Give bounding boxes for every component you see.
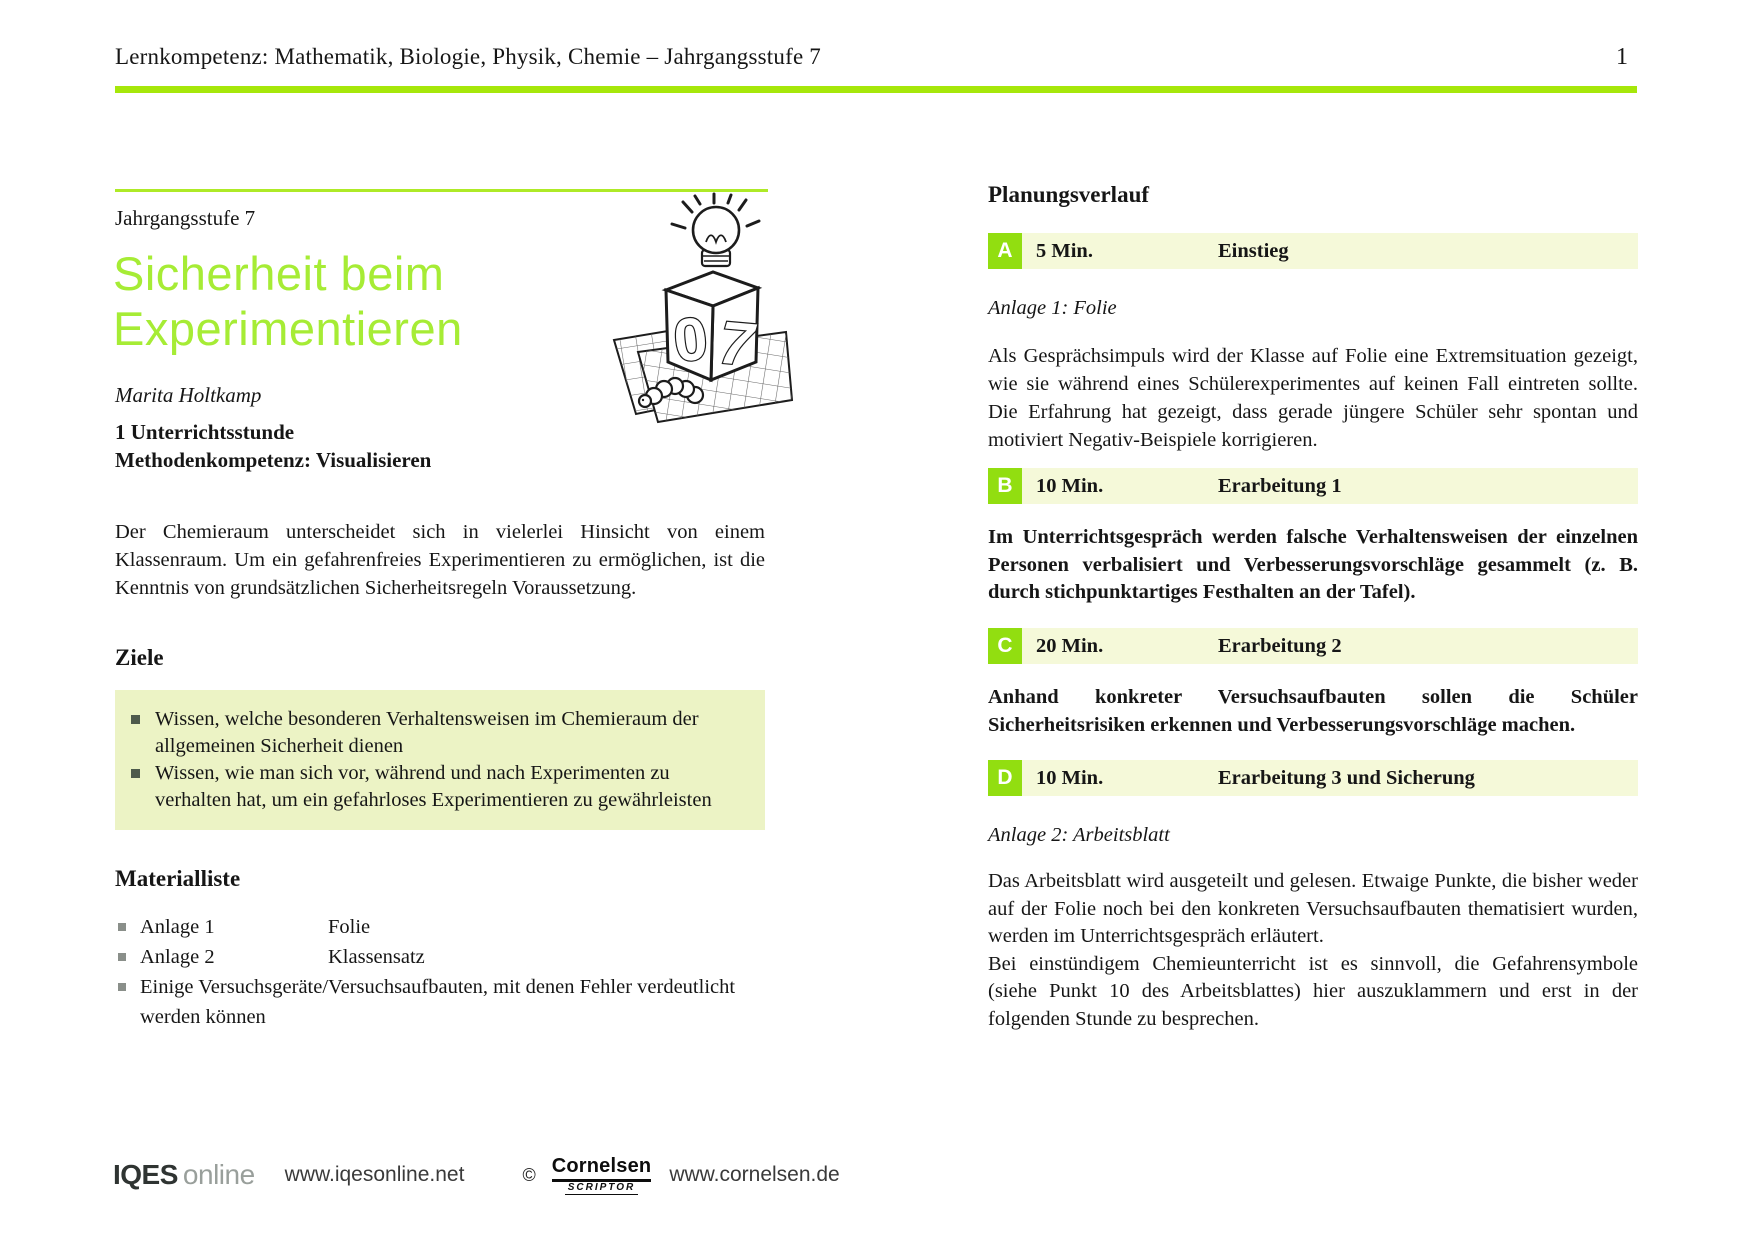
square-bullet-icon (118, 923, 126, 931)
lead-paragraph: Der Chemieraum unterscheidet sich in vielerlei Hinsicht von einem Klassenraum. Um ein gefahrenfreies Experimentieren zu ermöglichen, ist die Kenntnis von grundsätzlichen Sicherheitsregeln Voraussetzung. (115, 521, 765, 599)
plan-paragraph-bold: Anhand konkreter Versuchsaufbauten sollen die Schüler Sicherheitsrisiken erkennen und Verbesserungsvorschläge machen. (988, 686, 1638, 736)
goals-heading: Ziele (115, 645, 164, 670)
cube-digit: 0 (670, 304, 711, 375)
step-letter-badge: D (988, 760, 1022, 796)
material-label: Anlage 2 (140, 946, 215, 968)
material-item (115, 942, 765, 972)
iqes-url: www.iqesonline.net (284, 1163, 465, 1186)
square-bullet-icon (131, 769, 140, 778)
plan-paragraph: Bei einstündigem Chemieunterricht ist es sinnvoll, die Gefahrensymbole (siehe Punkt 10 des Arbeitsblattes) hier auszuklammern und erst in der folgenden Stunde zu besprechen. (988, 952, 1638, 1030)
step-title: Erarbeitung 1 (1218, 474, 1342, 497)
method-competence: Methodenkompetenz: Visualisieren (115, 448, 432, 472)
material-label: Anlage 1 (140, 916, 215, 938)
step-duration: 10 Min. (1036, 766, 1104, 789)
material-item (115, 972, 765, 1032)
plan-paragraph: Als Gesprächsimpuls wird der Klasse auf Folie eine Extremsituation gezeigt, wie sie während eines Schülerexperimentes auf keinen Fall eintreten sollte. Die Erfahrung hat gezeigt, dass gerade jüngere Schüler sehr spontan und motiviert Negativ-Beispiele korrigieren. (988, 345, 1638, 451)
cornelsen-logo (552, 1155, 652, 1195)
copyright-symbol: © (522, 1164, 536, 1185)
header-rule (115, 86, 1637, 93)
cornelsen-logo-text: Cornelsen (552, 1155, 652, 1182)
page-header-title: Lernkompetenz: Mathematik, Biologie, Physik, Chemie – Jahrgangsstufe 7 (115, 44, 822, 69)
goal-text: Wissen, wie man sich vor, während und nach Experimenten zu verhalten hat, um ein gefahrloses Experimentieren zu gewährleisten (155, 762, 712, 811)
goal-item (129, 760, 747, 814)
step-letter-badge: C (988, 628, 1022, 664)
step-title: Erarbeitung 3 und Sicherung (1218, 766, 1475, 789)
cornelsen-url: www.cornelsen.de (669, 1163, 840, 1186)
goals-box (115, 690, 765, 830)
idea-lightbulb-on-cube-illustration (596, 190, 796, 430)
plan-heading: Planungsverlauf (988, 182, 1150, 207)
materials-list (115, 912, 765, 1032)
plan-paragraph-bold: Im Unterrichtsgespräch werden falsche Verhaltensweisen der einzelnen Personen verbalisiert und Verbesserungsvorschläge gesammelt (z. B. durch stichpunktartiges Festhalten an der Tafel). (988, 526, 1638, 603)
cube-digit: 7 (716, 308, 756, 379)
step-duration: 5 Min. (1036, 239, 1093, 262)
material-value: Folie (328, 916, 371, 938)
square-bullet-icon (131, 715, 140, 724)
iqes-logo-online: online (182, 1159, 255, 1190)
materials-heading: Materialliste (115, 866, 241, 891)
step-title: Erarbeitung 2 (1218, 634, 1342, 657)
page-number: 1 (1616, 44, 1628, 70)
step-letter-badge: A (988, 233, 1022, 269)
square-bullet-icon (118, 983, 126, 991)
step-duration: 10 Min. (1036, 474, 1104, 497)
author-name: Marita Holtkamp (115, 383, 262, 407)
plan-paragraph: Das Arbeitsblatt wird ausgeteilt und gelesen. Etwaige Punkte, die bisher weder auf der Folie noch bei den konkreten Versuchsaufbauten thematisiert wurden, werden im Unterrichtsgespräch erläutert. (988, 870, 1638, 947)
lesson-duration: 1 Unterrichtsstunde (115, 420, 295, 444)
material-label: Einige Versuchsgeräte/Versuchsaufbauten, mit denen Fehler verdeutlicht werden können (140, 976, 736, 1028)
cornelsen-scriptor-text: SCRIPTOR (565, 1182, 639, 1195)
plan-step-d (988, 760, 1638, 796)
grade-kicker: Jahrgangsstufe 7 (115, 206, 256, 230)
step-duration: 20 Min. (1036, 634, 1104, 657)
lightbulb-icon (693, 207, 739, 266)
material-item (115, 912, 765, 942)
plan-step-a (988, 233, 1638, 269)
goal-item (129, 706, 747, 760)
step-title: Einstieg (1218, 239, 1289, 262)
plan-step-c (988, 628, 1638, 664)
plan-step-b (988, 468, 1638, 504)
iqes-logo: IQES (113, 1159, 178, 1190)
attachment-label: Anlage 2: Arbeitsblatt (988, 824, 1170, 846)
plan-paragraph-group (988, 868, 1638, 1033)
goal-text: Wissen, welche besonderen Verhaltensweisen im Chemieraum der allgemeinen Sicherheit dienen (155, 708, 699, 757)
attachment-label: Anlage 1: Folie (988, 297, 1117, 319)
material-value: Klassensatz (328, 946, 425, 968)
lesson-title: Sicherheit beim Experimentieren (113, 247, 463, 355)
page-footer (113, 1154, 1013, 1196)
square-bullet-icon (118, 953, 126, 961)
step-letter-badge: B (988, 468, 1022, 504)
